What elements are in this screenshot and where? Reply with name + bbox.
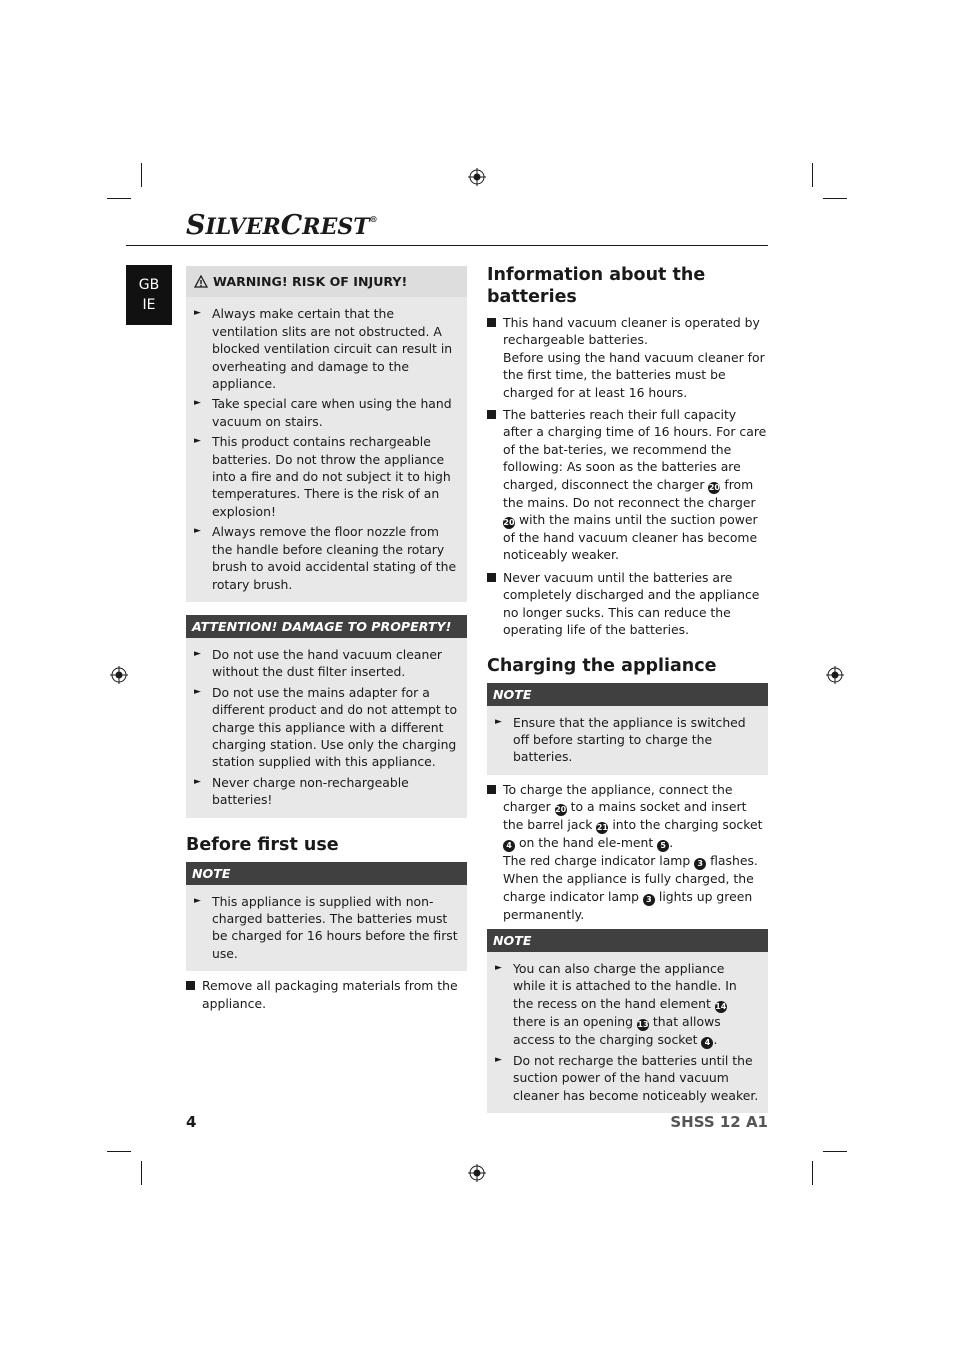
warning-title: WARNING! RISK OF INJURY! bbox=[186, 266, 467, 297]
section-heading-charging: Charging the appliance bbox=[487, 655, 717, 676]
callout-4-icon: 4 bbox=[503, 840, 515, 852]
list-item: ► Always remove the floor nozzle from the handle before cleaning the rotary brush to avoid accidental stating of the rotary brush. bbox=[194, 524, 457, 592]
registration-mark-icon bbox=[468, 1164, 486, 1182]
attention-title: ATTENTION! DAMAGE TO PROPERTY! bbox=[186, 615, 467, 638]
note-box bbox=[487, 929, 768, 1113]
list-item: The batteries reach their full capacity after a charging time of 16 hours. For care of the bat-teries, we recommend the following: As soon as the batteries are charged, disconnect the charger 20 from the mains. Do not reconnect the charger 20 with the mains until the suction power of the hand vacuum cleaner has become noticeably weaker. bbox=[487, 406, 768, 564]
list-item: Never vacuum until the batteries are completely discharged and the appliance no longer sucks. This can reduce the operating life of the batteries. bbox=[487, 569, 768, 639]
list-item: ► This appliance is supplied with non-charged batteries. The batteries must be charged for 16 hours before the first use. bbox=[194, 893, 458, 961]
callout-4-icon: 4 bbox=[701, 1037, 713, 1049]
crop-mark bbox=[141, 1161, 142, 1185]
warning-box bbox=[186, 266, 467, 602]
crop-mark bbox=[107, 198, 131, 199]
crop-mark bbox=[812, 1161, 813, 1185]
header-rule bbox=[126, 245, 768, 246]
note-title: NOTE bbox=[186, 862, 467, 885]
attention-box bbox=[186, 615, 467, 818]
list-item: ► Always make certain that the ventilation slits are not obstructed. A blocked ventilation circuit can result in overheating and damage to the appliance. bbox=[194, 306, 453, 392]
crop-mark bbox=[812, 163, 813, 187]
callout-21-icon: 21 bbox=[596, 823, 608, 833]
callout-14-icon: 14 bbox=[715, 1001, 727, 1011]
callout-20-icon: 20 bbox=[503, 518, 515, 528]
note-title: NOTE bbox=[487, 683, 768, 706]
section-heading-batteries: Information about the batteries bbox=[487, 265, 706, 307]
list-item: ► You can also charge the appliance while it is attached to the handle. In the recess on the hand element 14 there is an opening 13 that allows access to the charging socket 4 . bbox=[495, 960, 737, 1047]
list-item: ► Do not use the mains adapter for a different product and do not attempt to charge this appliance with a different charging station. Use only the charging station supplied with this appliance. bbox=[194, 684, 458, 770]
note-box bbox=[487, 683, 768, 775]
crop-mark bbox=[141, 163, 142, 187]
registration-mark-icon bbox=[468, 168, 486, 186]
callout-3-icon: 3 bbox=[643, 894, 655, 906]
page-number: 4 bbox=[186, 1113, 197, 1131]
language-tab: GB IE bbox=[126, 265, 172, 325]
list-item: ► Ensure that the appliance is switched off before starting to charge the batteries. bbox=[495, 714, 746, 765]
list-item: ► This product contains rechargeable batteries. Do not throw the appliance into a fire and do not subject it to high temperatures. There is the risk of an explosion! bbox=[194, 434, 451, 519]
registration-mark-icon bbox=[110, 666, 128, 684]
list-item: To charge the appliance, connect the charger 20 to a mains socket and insert the barrel jack 21 into the charging socket 4 on the hand ele-ment 5 . The red charge indicator lamp 3 flashes. When the appliance is fully charged, the charge indicator lamp 3 lights up green permanently. bbox=[487, 781, 768, 923]
callout-20-icon: 20 bbox=[555, 805, 567, 815]
callout-5-icon: 5 bbox=[657, 840, 669, 852]
callout-3-icon: 3 bbox=[694, 858, 706, 870]
warning-triangle-icon bbox=[194, 275, 208, 288]
list-item: ► Do not use the hand vacuum cleaner without the dust filter inserted. bbox=[194, 646, 443, 680]
list-item: ► Do not recharge the batteries until the suction power of the hand vacuum cleaner has become noticeably weaker. bbox=[495, 1052, 759, 1103]
left-column bbox=[186, 266, 467, 1017]
list-item: ► Take special care when using the hand vacuum on stairs. bbox=[194, 396, 452, 429]
callout-20-icon: 20 bbox=[708, 482, 720, 492]
list-item: Remove all packaging materials from the appliance. bbox=[186, 977, 467, 1012]
crop-mark bbox=[107, 1151, 131, 1152]
brand-logo: SILVERCREST® bbox=[186, 210, 378, 241]
list-item: This hand vacuum cleaner is operated by rechargeable batteries. Before using the hand vacuum cleaner for the first time, the batteries must be charged for at least 16 hours. bbox=[487, 314, 768, 401]
section-heading-before-first-use: Before first use bbox=[186, 834, 339, 855]
crop-mark bbox=[823, 1151, 847, 1152]
note-box bbox=[186, 862, 467, 972]
model-number: SHSS 12 A1 bbox=[670, 1113, 768, 1131]
callout-13-icon: 13 bbox=[637, 1019, 649, 1029]
crop-mark bbox=[823, 198, 847, 199]
note-title: NOTE bbox=[487, 929, 768, 952]
list-item: ► Never charge non-rechargeable batteries! bbox=[194, 774, 409, 808]
registration-mark-icon bbox=[826, 666, 844, 684]
right-column bbox=[487, 264, 768, 1113]
